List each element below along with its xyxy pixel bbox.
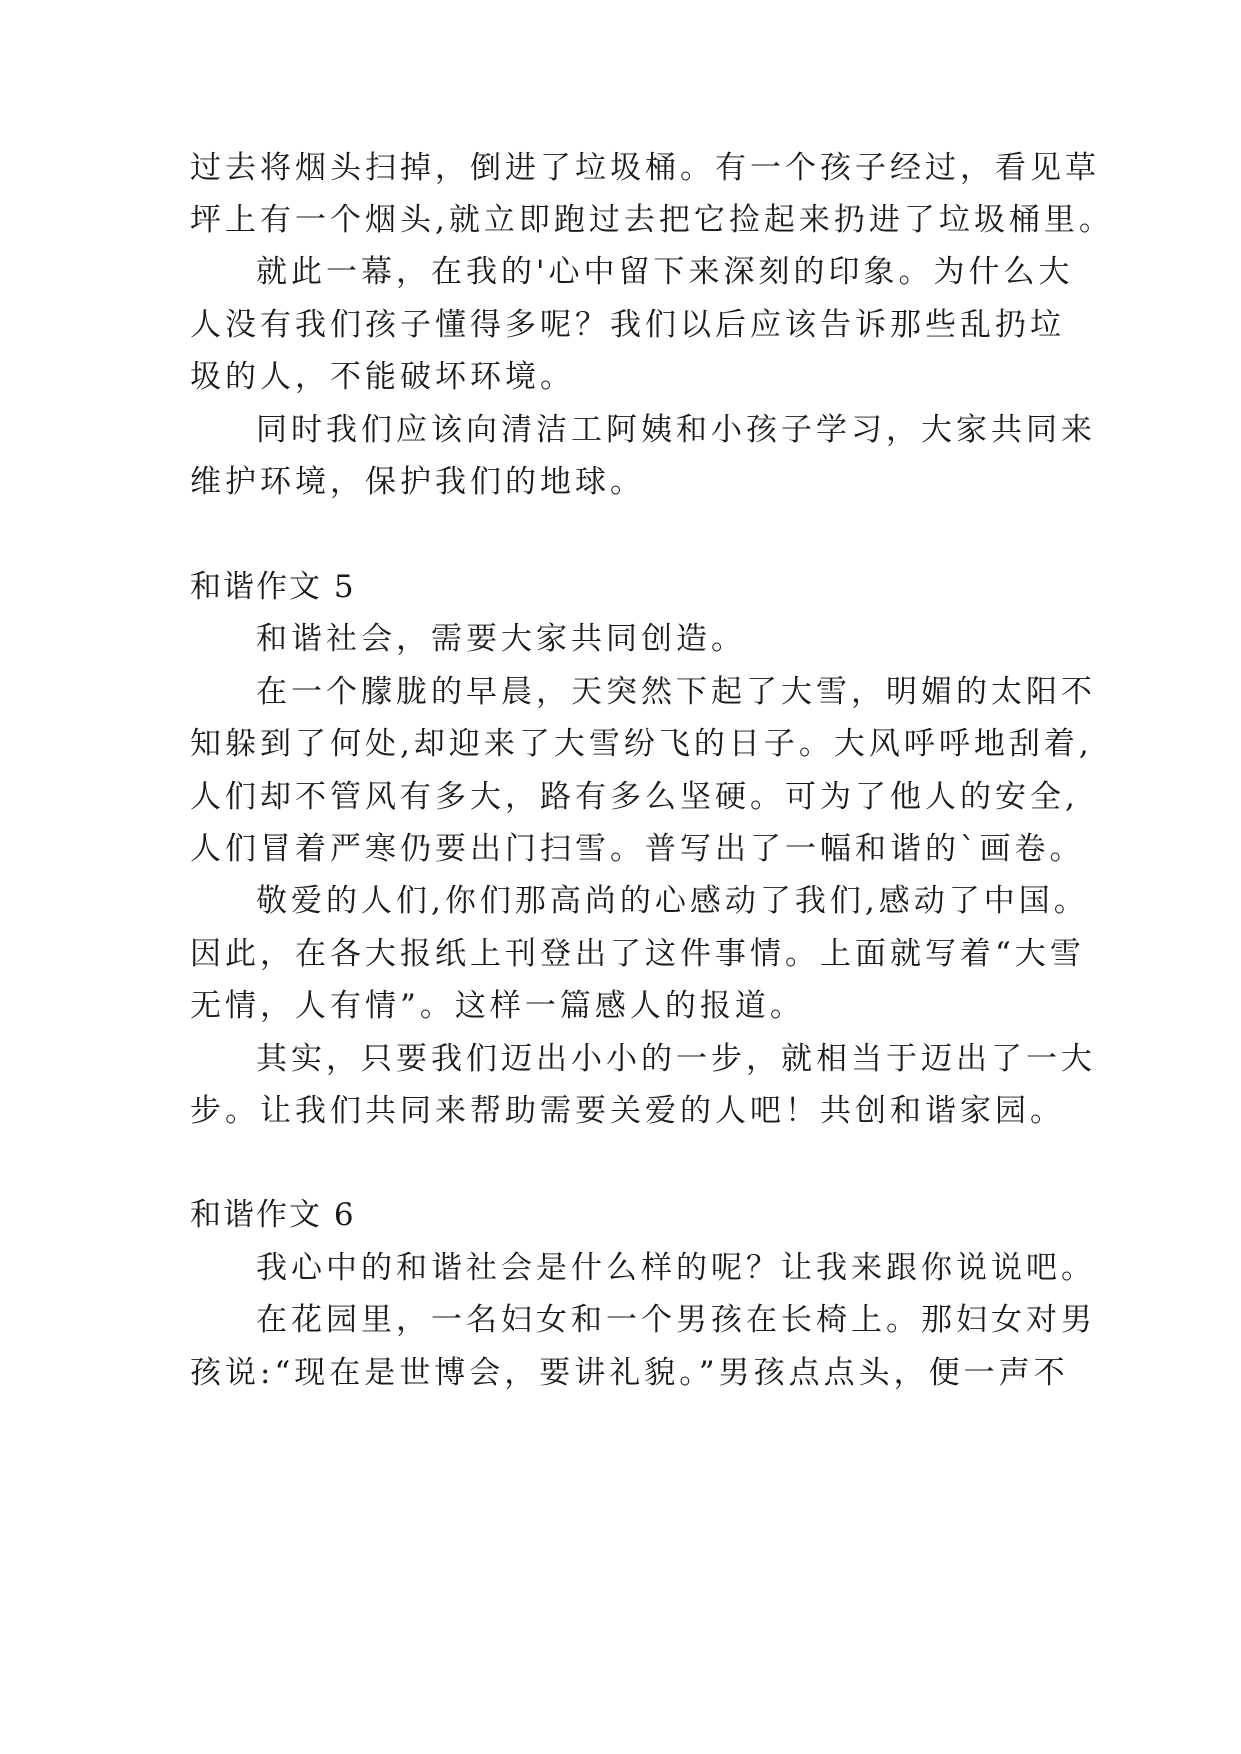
paragraph-start: 在一个朦胧的早晨，天突然下起了大雪，明媚的太阳不 <box>256 674 1096 710</box>
paragraph-start: 就此一幕，在我的'心中留下来深刻的印象。为什么大 <box>256 254 1074 290</box>
section-heading: 和谐作文 6 <box>190 1197 356 1233</box>
text-line: 孩说:“现在是世博会，要讲礼貌。”男孩点点头，便一声不 <box>190 1355 1069 1391</box>
paragraph-start: 其实，只要我们迈出小小的一步，就相当于迈出了一大 <box>256 1041 1096 1077</box>
paragraph-start: 敬爱的人们,你们那高尚的心感动了我们,感动了中国。 <box>256 883 1089 919</box>
document-page <box>190 0 1114 1754</box>
text-line: 知躲到了何处,却迎来了大雪纷飞的日子。大风呼呼地刮着, <box>190 726 1093 762</box>
paragraph-start: 我心中的和谐社会是什么样的呢？让我来跟你说说吧。 <box>256 1250 1096 1286</box>
text-line: 人们冒着严寒仍要出门扫雪。普写出了一幅和谐的`画卷。 <box>190 831 1085 867</box>
text-line: 维护环境，保护我们的地球。 <box>190 464 645 500</box>
text-line: 因此，在各大报纸上刊登出了这件事情。上面就写着“大雪 <box>190 936 1085 972</box>
text-line: 人们却不管风有多大，路有多么坚硬。可为了他人的安全, <box>190 779 1079 815</box>
text-line: 步。让我们共同来帮助需要关爱的人吧！共创和谐家园。 <box>190 1093 1065 1129</box>
section-heading: 和谐作文 5 <box>190 569 356 605</box>
text-line: 人没有我们孩子懂得多呢？我们以后应该告诉那些乱扔垃 <box>190 307 1065 343</box>
paragraph-start: 和谐社会，需要大家共同创造。 <box>256 621 746 657</box>
text-line: 过去将烟头扫掉，倒进了垃圾桶。有一个孩子经过，看见草 <box>190 150 1100 186</box>
paragraph-start: 在花园里，一名妇女和一个男孩在长椅上。那妇女对男 <box>256 1302 1096 1338</box>
text-line: 无情，人有情”。这样一篇感人的报道。 <box>190 988 805 1024</box>
text-line: 圾的人，不能破坏环境。 <box>190 359 575 395</box>
paragraph-start: 同时我们应该向清洁工阿姨和小孩子学习，大家共同来 <box>256 412 1096 448</box>
text-line: 坪上有一个烟头,就立即跑过去把它捡起来扔进了垃圾桶里。 <box>190 202 1114 238</box>
